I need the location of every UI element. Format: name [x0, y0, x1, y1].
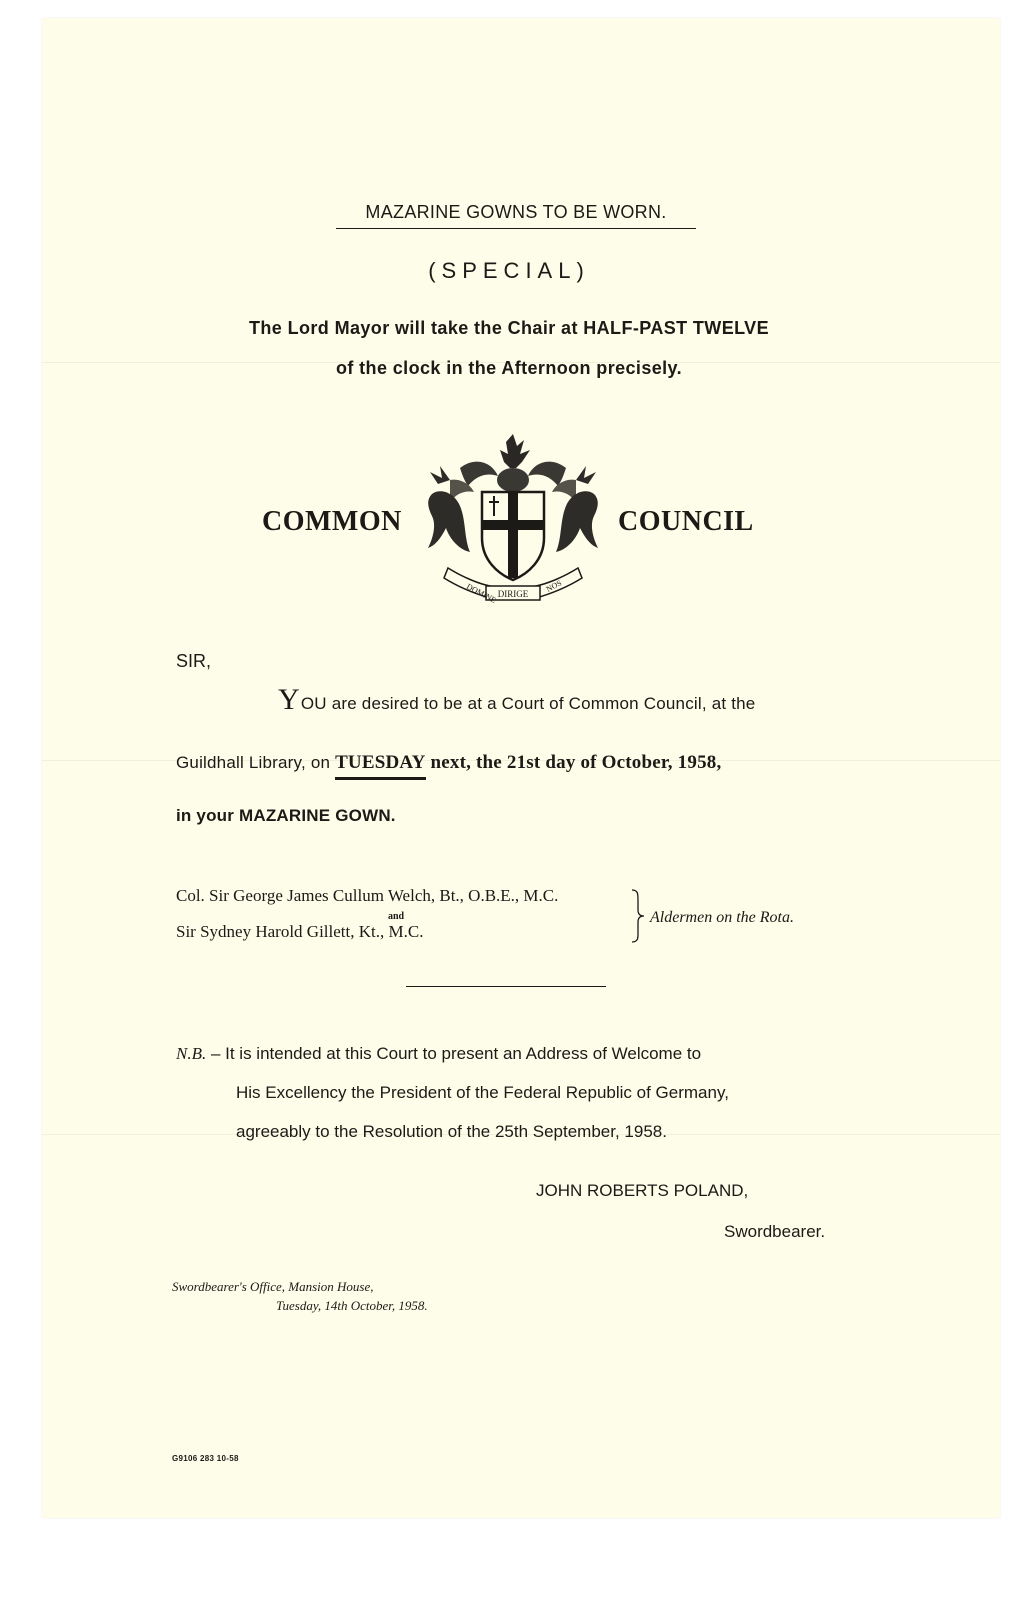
office-address: Swordbearer's Office, Mansion House,	[172, 1279, 374, 1294]
body-line-1-text: OU are desired to be at a Court of Common Council, at the	[300, 694, 756, 713]
body-line-3: in your MAZARINE GOWN.	[176, 806, 396, 825]
section-divider	[406, 986, 606, 987]
title-common: COMMON	[262, 506, 402, 537]
city-of-london-crest-icon	[420, 428, 606, 608]
body-line-2-prefix: Guildhall Library, on	[176, 753, 336, 772]
note-line-1-text: – It is intended at this Court to present an Address of Welcome to	[206, 1044, 702, 1063]
salutation: SIR,	[176, 651, 212, 671]
chair-line-2: of the clock in the Afternoon precisely.	[335, 358, 683, 378]
print-reference: G9106 283 10-58	[172, 1454, 239, 1463]
meeting-date: next, the 21st day of October, 1958,	[425, 752, 722, 773]
alderman-1: Col. Sir George James Cullum Welch, Bt., O.B.E., M.C.	[176, 886, 559, 905]
title-council: COUNCIL	[618, 506, 754, 537]
signatory-title: Swordbearer.	[724, 1222, 826, 1241]
alderman-conjunction: and	[388, 911, 405, 922]
note-line-2: His Excellency the President of the Federal Republic of Germany,	[236, 1083, 729, 1102]
heading: MAZARINE GOWNS TO BE WORN.	[365, 202, 667, 222]
body-line-2	[176, 752, 721, 774]
note-line-3: agreeably to the Resolution of the 25th September, 1958.	[236, 1122, 667, 1141]
special-label: (SPECIAL)	[428, 258, 590, 283]
meeting-day-text: TUESDAY	[335, 752, 426, 773]
motto-center: DIRIGE	[497, 589, 529, 599]
brace-icon	[630, 888, 646, 944]
chair-line-1: The Lord Mayor will take the Chair at HALF-PAST TWELVE	[249, 318, 769, 338]
heading-underline	[336, 228, 696, 229]
note-line-1	[176, 1044, 701, 1064]
alderman-2: Sir Sydney Harold Gillett, Kt., M.C.	[176, 922, 424, 941]
drop-initial: Y	[278, 683, 300, 716]
signatory-name: JOHN ROBERTS POLAND,	[536, 1181, 749, 1200]
aldermen-role: Aldermen on the Rota.	[650, 909, 794, 926]
motto-right: NOS	[544, 578, 564, 594]
meeting-day-underline	[335, 777, 425, 780]
note-label: N.B.	[176, 1044, 207, 1063]
motto-left: DOMINE	[465, 581, 498, 605]
body-line-1	[278, 683, 755, 717]
office-date: Tuesday, 14th October, 1958.	[276, 1298, 428, 1313]
meeting-day	[335, 752, 425, 774]
